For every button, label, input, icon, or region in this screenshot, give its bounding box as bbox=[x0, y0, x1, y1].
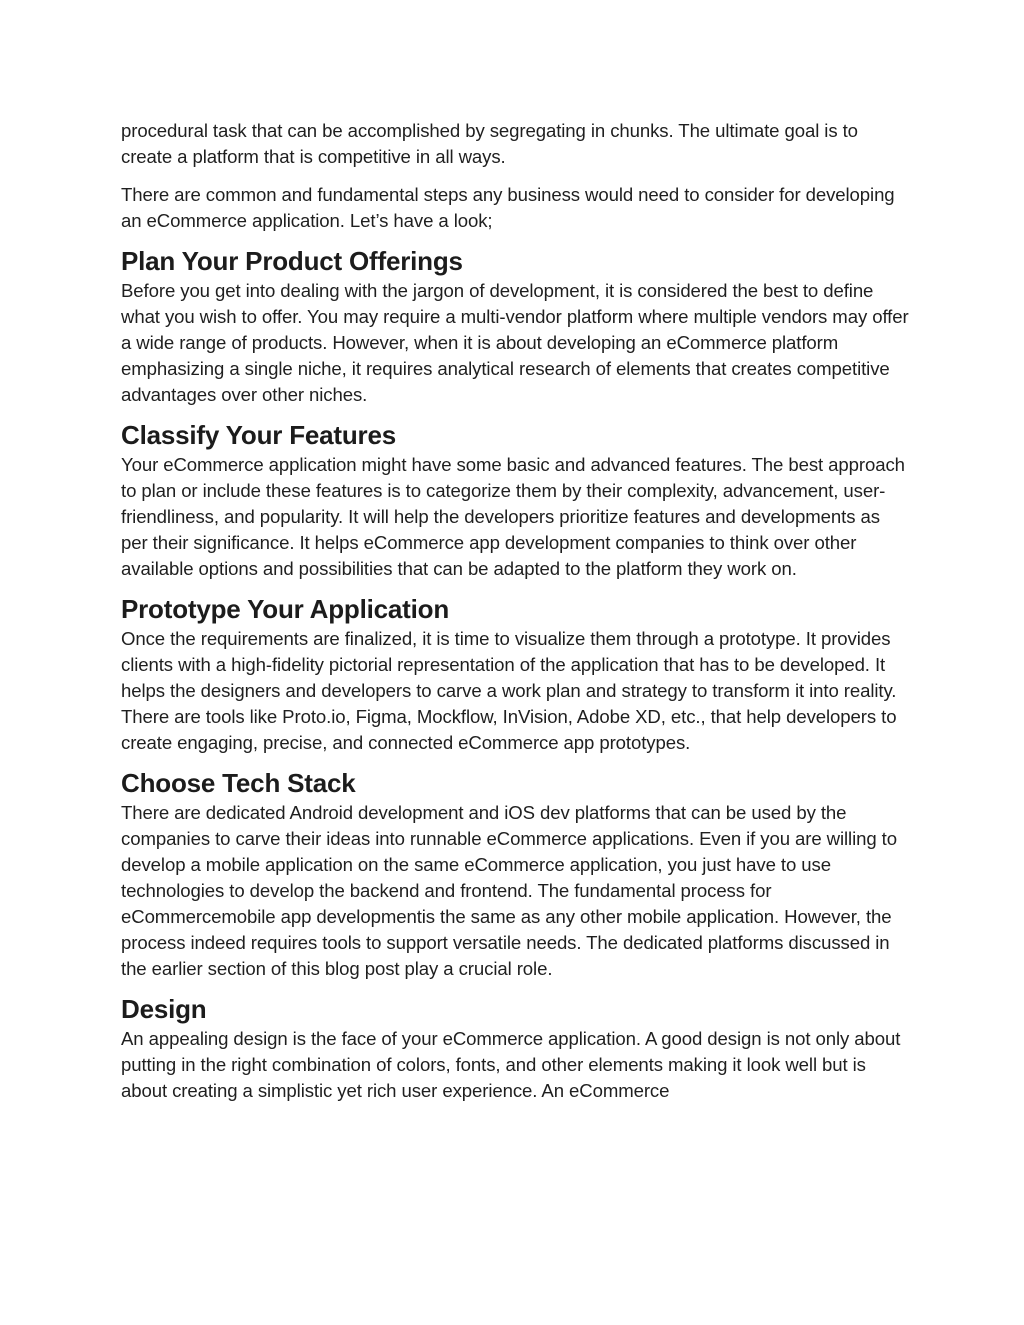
section-body: Once the requirements are finalized, it is time to visualize them through a prototype. It provides clients with a high-fidelity pictorial representation of the application that has to be developed. It helps the designers and developers to carve a work plan and strategy to transform it into reality. There are tools like Proto.io, Figma, Mockflow, InVision, Adobe XD, etc., that help developers to create engaging, precise, and connected eCommerce app prototypes. bbox=[121, 628, 897, 753]
section-body: Your eCommerce application might have some basic and advanced features. The best approach to plan or include these features is to categorize them by their complexity, advancement, user-friendliness, and popularity. It will help the developers prioritize features and developments as per their significance. It helps eCommerce app development companies to think over other available options and possibilities that can be adapted to the platform they work on. bbox=[121, 454, 905, 579]
section-body: Before you get into dealing with the jargon of development, it is considered the best to define what you wish to offer. You may require a multi-vendor platform where multiple vendors may offer a wide range of products. However, when it is about developing an eCommerce platform emphasizing a single niche, it requires analytical research of elements that creates competitive advantages over other niches. bbox=[121, 280, 909, 405]
section-classify-features bbox=[121, 420, 911, 582]
section-body: There are dedicated Android development and iOS dev platforms that can be used by the companies to carve their ideas into runnable eCommerce applications. Even if you are willing to develop a mobile application on the same eCommerce application, you just have to use technologies to develop the backend and frontend. The fundamental process for eCommercemobile app developmentis the same as any other mobile application. However, the process indeed requires tools to support versatile needs. The dedicated platforms discussed in the earlier section of this blog post play a crucial role. bbox=[121, 802, 897, 979]
intro-paragraph-1: procedural task that can be accomplished by segregating in chunks. The ultimate goal is to create a platform that is competitive in all ways. bbox=[121, 120, 858, 167]
section-plan-product-offerings bbox=[121, 246, 911, 408]
section-choose-tech-stack bbox=[121, 768, 911, 982]
intro-paragraph-2: There are common and fundamental steps any business would need to consider for developing an eCommerce application. Let’s have a look; bbox=[121, 184, 895, 231]
section-heading: Prototype Your Application bbox=[121, 594, 450, 624]
section-heading: Choose Tech Stack bbox=[121, 768, 356, 798]
section-body: An appealing design is the face of your eCommerce application. A good design is not only about putting in the right combination of colors, fonts, and other elements making it look well but is about creating a simplistic yet rich user experience. An eCommerce bbox=[121, 1028, 901, 1101]
section-prototype-application bbox=[121, 594, 911, 756]
section-heading: Classify Your Features bbox=[121, 420, 396, 450]
document-page bbox=[121, 118, 911, 1116]
section-design bbox=[121, 994, 911, 1104]
section-heading: Plan Your Product Offerings bbox=[121, 246, 463, 276]
section-heading: Design bbox=[121, 994, 207, 1024]
